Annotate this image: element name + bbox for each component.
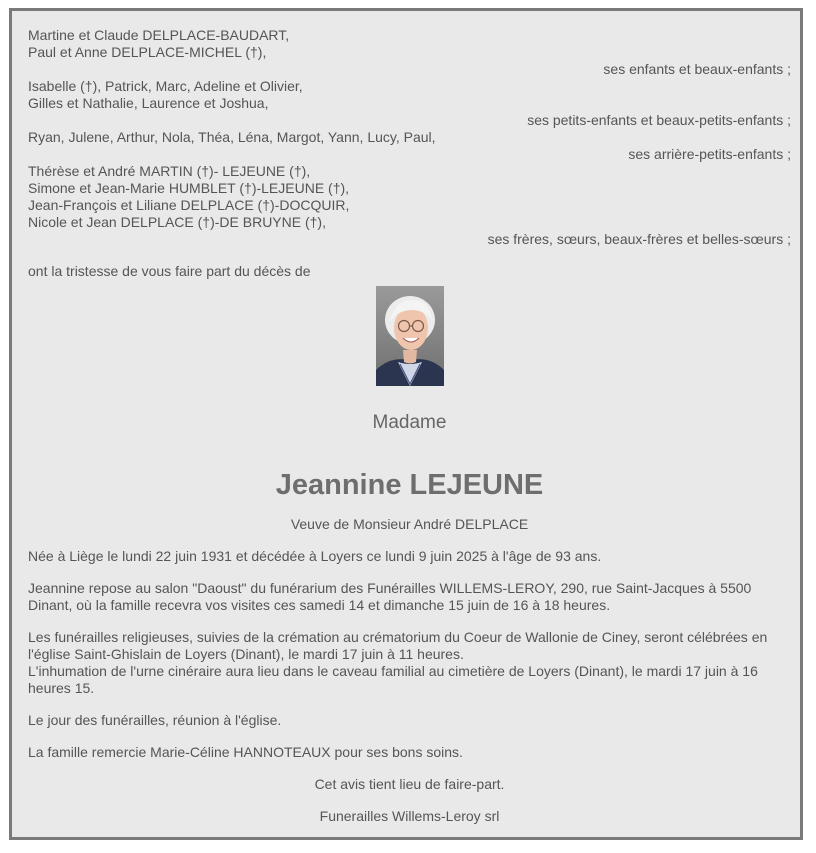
funeral-paragraph: Les funérailles religieuses, suivies de la crémation au crématorium du Coeur de Wallonie de Ciney, seront célébrées en l'église Saint-Ghislain de Loyers (Dinant), le mardi 17 juin à 11 heures. xyxy=(28,629,768,662)
burial-paragraph: L'inhumation de l'urne cinéraire aura lieu dans le caveau familial au cimetière de Loyers (Dinant), le mardi 17 juin à 16 heures 15. xyxy=(28,663,758,696)
visitation-paragraph: Jeannine repose au salon "Daoust" du funérarium des Funérailles WILLEMS-LEROY, 290, rue Saint-Jacques à 5500 Dinant, où la famille recevra vos visites ces samedi 14 et dimanche 15 juin de 16 à 18 heures. xyxy=(28,580,752,613)
reunion-paragraph: Le jour des funérailles, réunion à l'église. xyxy=(28,712,282,728)
thanks-paragraph: La famille remercie Marie-Céline HANNOTEAUX pour ses bons soins. xyxy=(28,744,463,760)
deceased-name: Jeannine LEJEUNE xyxy=(275,469,544,501)
undertaker-text: Funerailles Willems-Leroy srl xyxy=(319,808,500,824)
family-children-line-1: Martine et Claude DELPLACE-BAUDART, xyxy=(28,27,290,43)
deceased-title: Madame xyxy=(372,412,447,433)
family-great-grandchildren-line-1: Ryan, Julene, Arthur, Nola, Théa, Léna, Margot, Yann, Lucy, Paul, xyxy=(28,129,436,145)
portrait-illustration xyxy=(376,286,444,386)
deceased-widow: Veuve de Monsieur André DELPLACE xyxy=(290,516,529,532)
family-siblings-line-2: Simone et Jean-Marie HUMBLET (†)-LEJEUNE (†), xyxy=(28,180,350,196)
siblings-label: ses frères, sœurs, beaux-frères et belles-sœurs ; xyxy=(487,231,791,247)
obituary-card xyxy=(9,8,803,840)
children-label: ses enfants et beaux-enfants ; xyxy=(603,61,791,77)
great-grandchildren-label: ses arrière-petits-enfants ; xyxy=(628,146,791,162)
portrait-wrapper xyxy=(28,286,791,390)
notice-text: Cet avis tient lieu de faire-part. xyxy=(314,776,505,792)
grandchildren-label: ses petits-enfants et beaux-petits-enfants ; xyxy=(527,112,791,128)
family-grandchildren-line-1: Isabelle (†), Patrick, Marc, Adeline et Olivier, xyxy=(28,78,303,94)
obituary-content xyxy=(28,27,791,825)
announcement-text: ont la tristesse de vous faire part du décès de xyxy=(28,263,311,279)
family-grandchildren-line-2: Gilles et Nathalie, Laurence et Joshua, xyxy=(28,95,269,111)
birth-death-paragraph: Née à Liège le lundi 22 juin 1931 et décédée à Loyers ce lundi 9 juin 2025 à l'âge de 93 ans. xyxy=(28,548,602,564)
portrait-photo xyxy=(376,286,444,386)
family-siblings-line-4: Nicole et Jean DELPLACE (†)-DE BRUYNE (†), xyxy=(28,214,326,230)
family-siblings-line-3: Jean-François et Liliane DELPLACE (†)-DOCQUIR, xyxy=(28,197,350,213)
family-siblings-line-1: Thérèse et André MARTIN (†)- LEJEUNE (†), xyxy=(28,163,311,179)
family-children-line-2: Paul et Anne DELPLACE-MICHEL (†), xyxy=(28,44,267,60)
